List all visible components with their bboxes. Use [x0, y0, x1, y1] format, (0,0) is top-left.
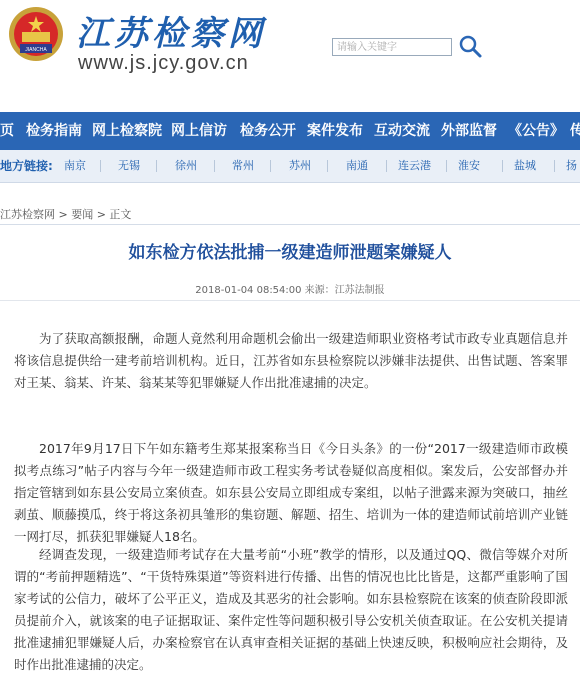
nav-item-more[interactable]: 传: [570, 123, 584, 139]
city-separator: [386, 160, 387, 172]
nav-item-external-supervision[interactable]: 外部监督: [441, 123, 497, 139]
city-link[interactable]: 盐城: [514, 159, 536, 172]
city-separator: [502, 160, 503, 172]
article-paragraph: 2017年9月17日下午如东籍考生郑某报案称当日《今日头条》的一份“2017一级建造师市政模拟考点练习”帖子内容与今年一级建造师市政工程实务考试卷疑似高度相似。案发后，公安部督办并指定管辖到如东县公安局立案侦查。如东县公安局立即组成专案组，以帖子泄露来源为突破口，抽丝剥茧、顺藤摸瓜，终于将这条初具雏形的集窃题、解题、招生、培训为一体的建造师试前培训产业链一网打尽，抓获犯罪嫌疑人18名。: [14, 441, 568, 544]
city-link[interactable]: 连云港: [398, 159, 431, 172]
nav-item-case-release[interactable]: 案件发布: [307, 123, 363, 139]
article-title: 如东检方依法批捕一级建造师泄题案嫌疑人: [128, 243, 452, 263]
city-link[interactable]: 常州: [232, 159, 254, 172]
city-separator: [446, 160, 447, 172]
article-meta: 2018-01-04 08:54:00 来源：江苏法制报: [195, 285, 385, 296]
search-input[interactable]: 请输入关键字: [332, 38, 452, 56]
procuratorate-emblem-icon[interactable]: [8, 6, 64, 62]
city-separator: [327, 160, 328, 172]
city-links-label: 地方链接:: [0, 159, 53, 173]
nav-item-online-procuratorate[interactable]: 网上检察院: [92, 123, 162, 139]
nav-item-affairs-public[interactable]: 检务公开: [240, 123, 296, 139]
city-link[interactable]: 扬: [566, 159, 577, 172]
article-paragraph: 经调查发现，一级建造师考试存在大量考前“小班”教学的情形，以及通过QQ、微信等媒介对所谓的“考前押题精选”、“干货特殊渠道”等资料进行传播、出售的情况也比比皆是，这都严重影响了国家考试的公信力，破坏了公平正义，造成及其恶劣的社会影响。如东县检察院在该案的侦查阶段即派员提前介入，就该案的电子证据取证、案件定性等问题积极引导公安机关侦查取证。在公安机关提请批准逮捕犯罪嫌疑人后，办案检察官在认真审查相关证据的基础上快速反映，积极响应社会期待，及时作出批准逮捕的决定。: [14, 547, 568, 672]
site-header: [0, 0, 580, 100]
city-separator: [214, 160, 215, 172]
city-link[interactable]: 徐州: [175, 159, 197, 172]
city-separator: [100, 160, 101, 172]
breadcrumb[interactable]: 江苏检察网 > 要闻 > 正文: [0, 208, 132, 221]
site-logo-title[interactable]: 江苏检察网: [76, 14, 266, 54]
city-link[interactable]: 南京: [64, 159, 86, 172]
nav-item-home[interactable]: 页: [0, 123, 14, 139]
divider: [0, 224, 580, 225]
city-separator: [156, 160, 157, 172]
city-link[interactable]: 淮安: [458, 159, 480, 172]
city-separator: [554, 160, 555, 172]
nav-item-guide[interactable]: 检务指南: [26, 123, 82, 139]
main-nav: [0, 112, 584, 150]
divider: [0, 300, 580, 301]
city-link[interactable]: 南通: [346, 159, 368, 172]
city-link[interactable]: 苏州: [289, 159, 311, 172]
article-paragraph: 为了获取高额报酬，命题人竟然利用命题机会偷出一级建造师职业资格考试市政专业真题信息并将该信息提供给一建考前培训机构。近日，江苏省如东县检察院以涉嫌非法提供、出售试题、答案罪对王某、翁某、许某、翁某某等犯罪嫌疑人作出批准逮捕的决定。: [14, 331, 568, 390]
city-link[interactable]: 无锡: [118, 159, 140, 172]
nav-item-online-petition[interactable]: 网上信访: [171, 123, 227, 139]
city-separator: [270, 160, 271, 172]
emblem-text: JIANCHA: [25, 47, 47, 53]
nav-item-bulletin[interactable]: 《公告》: [508, 123, 564, 139]
search-icon[interactable]: [458, 34, 482, 58]
site-url: www.js.jcy.gov.cn: [78, 52, 249, 74]
nav-item-interaction[interactable]: 互动交流: [374, 123, 430, 139]
city-links-bar: [0, 150, 580, 183]
